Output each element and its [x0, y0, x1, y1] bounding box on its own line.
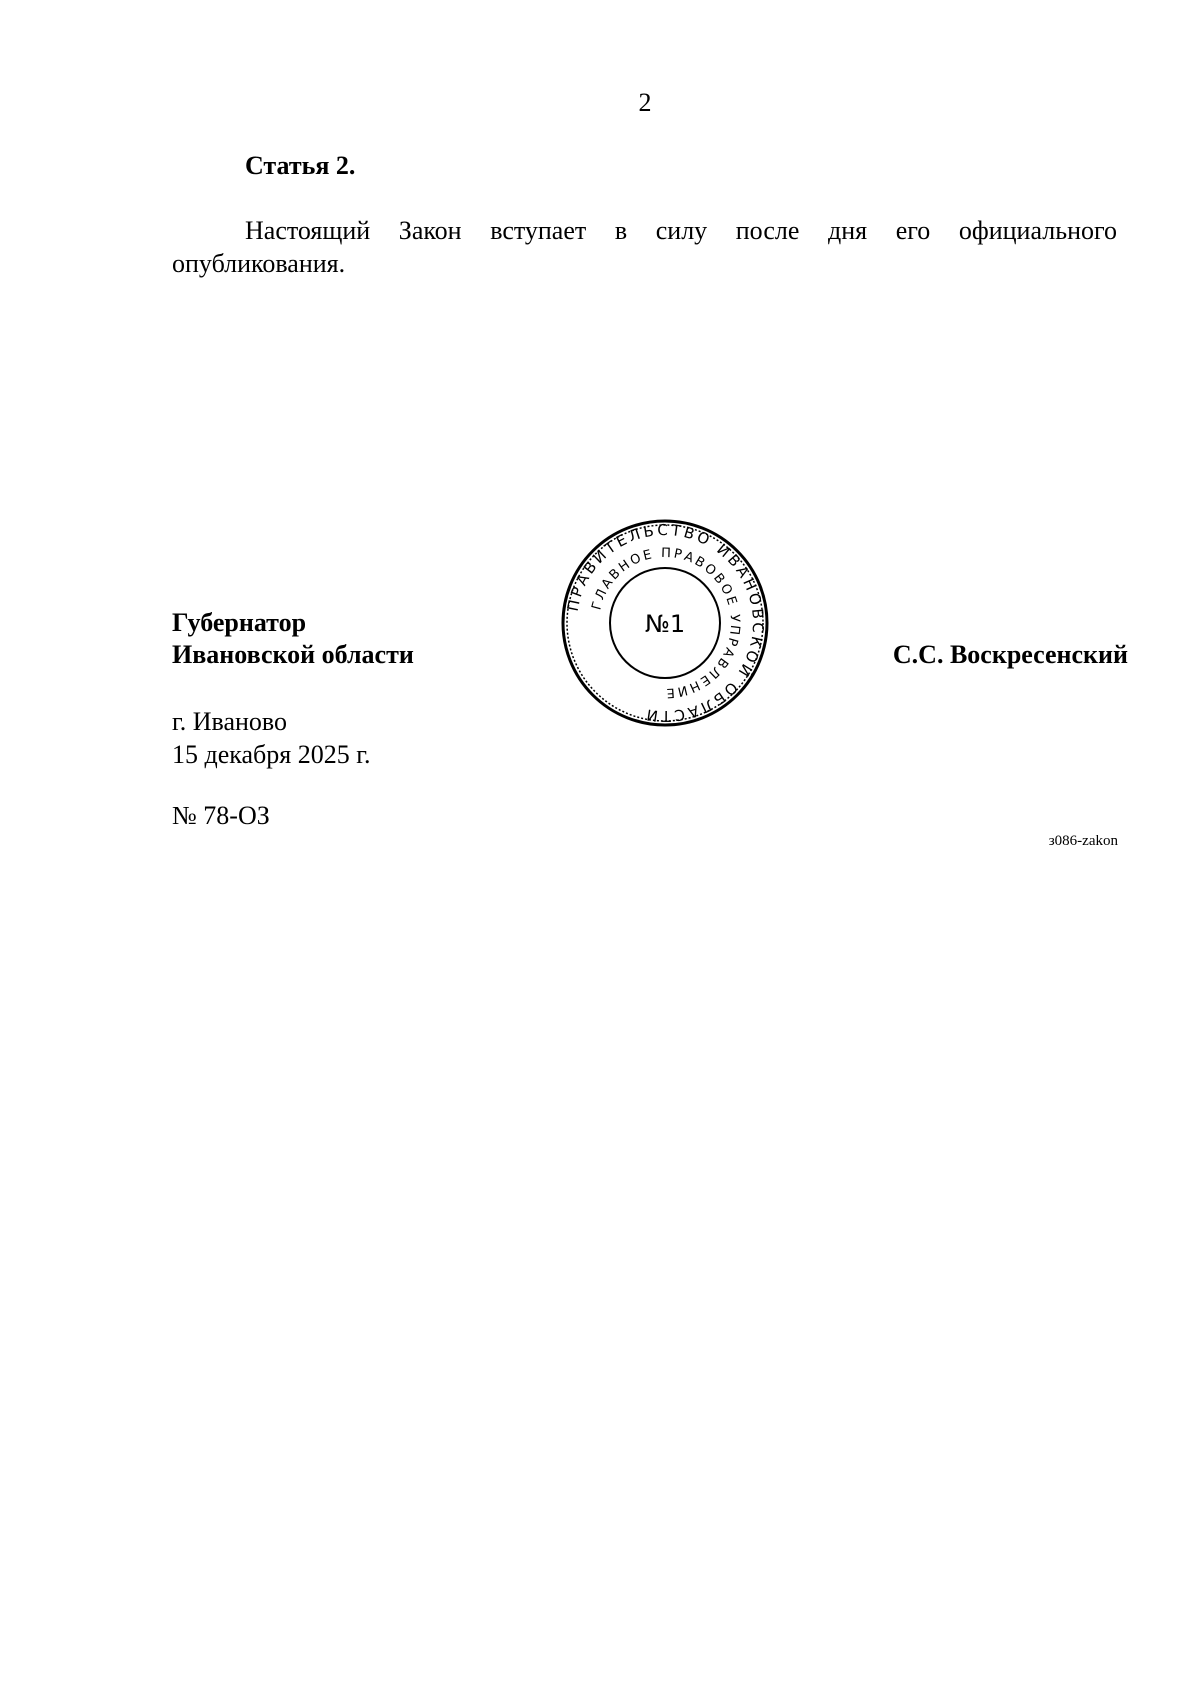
document-code: з086-zakon [1048, 833, 1118, 849]
article-text-line-1: Настоящий Закон вступает в силу после дня его официального [245, 216, 1117, 245]
law-number: № 78-ОЗ [172, 801, 270, 830]
signatory-title-line-2: Ивановской области [172, 640, 414, 669]
city: г. Иваново [172, 707, 287, 736]
article-heading: Статья 2. [245, 151, 356, 180]
signatory-title-line-1: Губернатор [172, 608, 307, 637]
seal-inner-text: ГЛАВНОЕ ПРАВОВОЕ УПРАВЛЕНИЕ [589, 545, 743, 701]
page-number: 2 [638, 88, 652, 117]
signatory-title [172, 607, 414, 671]
article-text-line-2: опубликования. [172, 249, 346, 278]
place-and-date [172, 705, 370, 771]
article-body [172, 214, 1117, 280]
seal-graphic [560, 518, 770, 728]
seal-outer-text: ПРАВИТЕЛЬСТВО ИВАНОВСКОЙ ОБЛАСТИ [563, 520, 768, 726]
official-seal-stamp [560, 518, 770, 728]
seal-center-text: №1 [644, 610, 686, 638]
date: 15 декабря 2025 г. [172, 740, 371, 769]
signatory-name: С.С. Воскресенский [892, 640, 1128, 669]
